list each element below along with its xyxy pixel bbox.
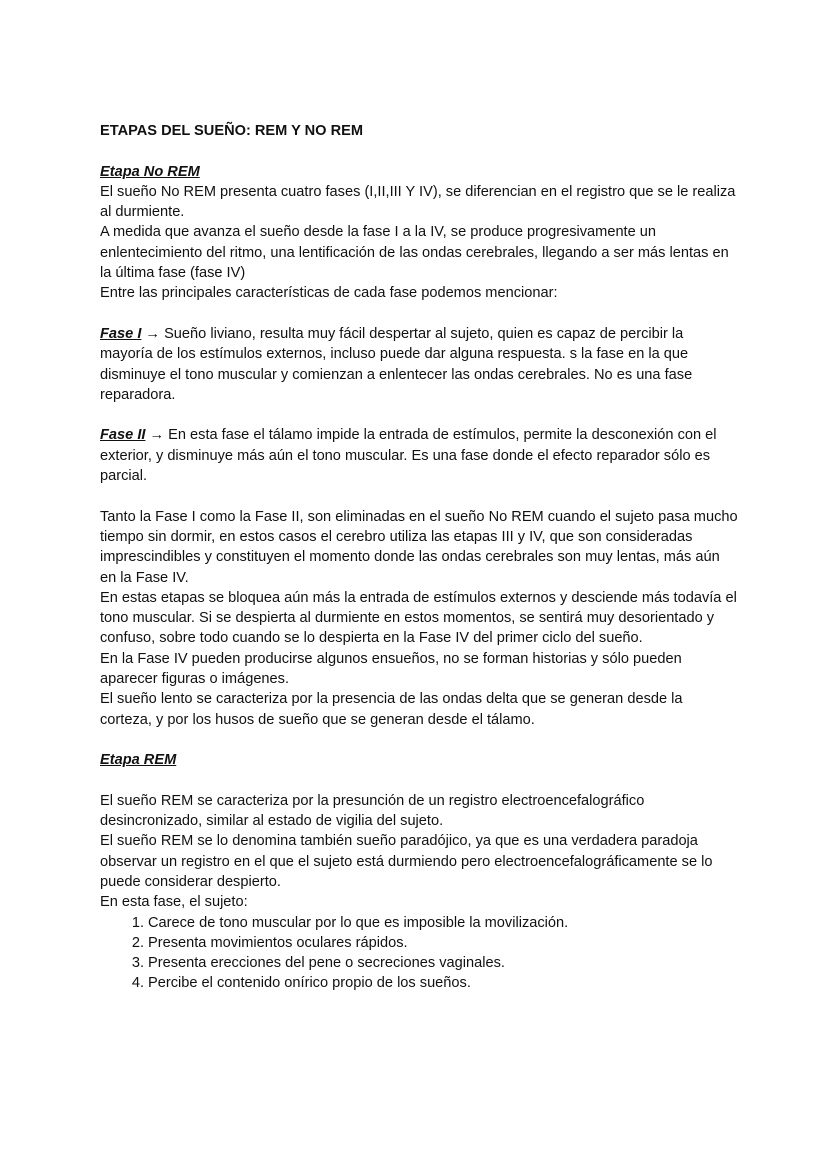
- fase-2-text: En esta fase el tálamo impide la entrada de estímulos, permite la desconexión con el exterior, y disminuye más aún el tono muscular. Es una fase donde el efecto reparador sólo es parcial.: [100, 427, 717, 485]
- paragraph: Tanto la Fase I como la Fase II, son eliminadas en el sueño No REM cuando el sujeto pasa mucho tiempo sin dormir, en estos casos el cerebro utiliza las etapas III y IV, que son consideradas imprescindibles y constituyen el momento donde las ondas cerebrales son muy lentas, más aún en la Fase IV.: [100, 508, 738, 586]
- spacer: [100, 730, 738, 750]
- list-item: [131, 973, 738, 993]
- paragraph: El sueño No REM presenta cuatro fases (I,II,III Y IV), se diferencian en el registro que se le realiza al durmiente.: [100, 183, 736, 221]
- fase-1-label: Fase I: [100, 325, 142, 342]
- list-number: 2.: [131, 934, 144, 951]
- paragraph: Entre las principales características de cada fase podemos mencionar:: [100, 285, 558, 302]
- paragraph: A medida que avanza el sueño desde la fase I a la IV, se produce progresivamente un enlentecimiento del ritmo, una lentificación de las ondas cerebrales, llegando a ser más lentas en la última fase (fase IV): [100, 224, 729, 282]
- list-item: [131, 913, 738, 933]
- paragraph: En la Fase IV pueden producirse algunos ensueños, no se forman historias y sólo pueden aparecer figuras o imágenes.: [100, 650, 682, 688]
- list-item: [131, 933, 738, 953]
- spacer: [100, 486, 738, 506]
- fase-2-paragraph: [100, 425, 738, 486]
- fase-2-label: Fase II: [100, 427, 146, 444]
- paragraph: El sueño REM se lo denomina también sueño paradójico, ya que es una verdadera paradoja observar un registro en el que el sujeto está durmiendo pero electroencefalográficamente se lo puede considerar despierto.: [100, 833, 713, 890]
- document-title: ETAPAS DEL SUEÑO: REM Y NO REM: [100, 123, 363, 139]
- list-item-text: Presenta movimientos oculares rápidos.: [148, 934, 408, 951]
- arrow-icon: →: [145, 427, 169, 444]
- section-heading-rem: Etapa REM: [100, 752, 177, 769]
- rem-traits-list: [100, 913, 738, 994]
- fase-1-text: Sueño liviano, resulta muy fácil despertar al sujeto, quien es capaz de percibir la mayoría de los estímulos externos, incluso puede dar alguna respuesta. s la fase en la que disminuye el tono muscular y comienzan a enlentecer las ondas cerebrales. No es una fase reparadora.: [100, 325, 693, 403]
- paragraph: En estas etapas se bloquea aún más la entrada de estímulos externos y desciende más todavía el tono muscular. Si se despierta al durmiente en estos momentos, se sentirá muy desorientado y confuso, sobre todo cuando se lo despierta en la Fase IV del primer ciclo del sueño.: [100, 589, 737, 647]
- spacer: [100, 304, 738, 324]
- paragraph: En esta fase, el sujeto:: [100, 894, 248, 911]
- list-number: 3.: [131, 955, 144, 972]
- spacer: [100, 141, 738, 161]
- list-item-text: Presenta erecciones del pene o secreciones vaginales.: [148, 955, 505, 972]
- spacer: [100, 771, 738, 791]
- list-item: [131, 953, 738, 973]
- paragraph: El sueño REM se caracteriza por la presunción de un registro electroencefalográfico desincronizado, similar al estado de vigilia del sujeto.: [100, 792, 645, 830]
- list-number: 1.: [131, 914, 144, 931]
- list-number: 4.: [131, 975, 144, 992]
- arrow-icon: →: [141, 325, 165, 342]
- paragraph: El sueño lento se caracteriza por la presencia de las ondas delta que se generan desde la corteza, y por los husos de sueño que se generan desde el tálamo.: [100, 691, 683, 728]
- spacer: [100, 405, 738, 425]
- section-heading-no-rem: Etapa No REM: [100, 163, 200, 180]
- list-item-text: Carece de tono muscular por lo que es imposible la movilización.: [148, 914, 569, 931]
- list-item-text: Percibe el contenido onírico propio de los sueños.: [148, 975, 471, 992]
- fase-1-paragraph: [100, 324, 738, 405]
